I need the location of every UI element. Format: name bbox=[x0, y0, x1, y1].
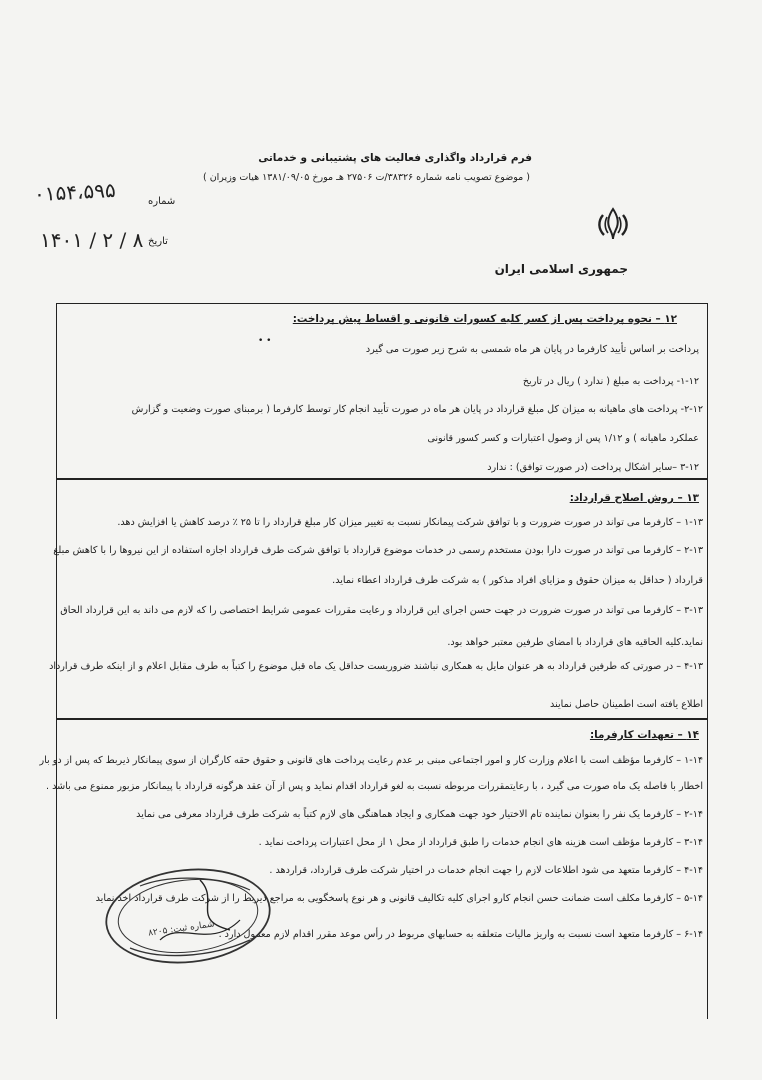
section-12-line: ۳-۱۲ –سایر اشکال پرداخت (در صورت توافق) : ندارد bbox=[487, 462, 699, 473]
section-13-line: ۱-۱۳ – کارفرما می تواند در صورت ضرورت و با توافق شرکت پیمانکار نسبت به تغییر میزان کار مبلغ قرارداد را تا ۲۵ ٪ درصد کاهش یا افزایش دهد. bbox=[117, 517, 703, 528]
section-12-line: پرداخت بر اساس تأیید کارفرما در پایان هر ماه شمسی به شرح زیر صورت می گیرد bbox=[365, 344, 699, 355]
section-13-line: اطلاع یافته است اطمینان حاصل نمایند bbox=[550, 699, 703, 710]
resolution-reference: ( موضوع تصویب نامه شماره ۳۸۳۲۶/ت ۲۷۵۰۶ هـ مورخ ۱۳۸۱/۰۹/۰۵ هیات وزیران ) bbox=[202, 172, 530, 183]
section-13-line: ۳-۱۳ – کارفرما می تواند در صورت ضرورت در جهت حسن اجرای این قرارداد و رعایت مقررات عمومی شرایط اختصاصی را که لازم می داند به این قرارداد الحاق bbox=[60, 605, 703, 616]
section-12-line: ۲-۱۲- پرداخت های ماهیانه به میزان کل مبلغ قرارداد در پایان هر ماه در صورت تأیید انجام کار توسط کارفرما ( برمبنای صورت وضعیت و گزارش bbox=[131, 404, 703, 415]
company-stamp-icon bbox=[100, 860, 280, 972]
section-14-line: ۴-۱۴ – کارفرما متعهد می شود اطلاعات لازم را جهت انجام خدمات در اختیار شرکت طرف قرارداد، قراردهد . bbox=[269, 865, 703, 876]
number-label: شماره bbox=[148, 196, 176, 207]
section-14-line: ۶-۱۴ – کارفرما متعهد است نسبت به واریز مالیات متعلقه به حسابهای مربوط در رأس موعد مقرر اقدام لازم معمول دارد . bbox=[218, 929, 703, 940]
handwritten-number: ۰۱۵۴،۵۹۵ bbox=[33, 177, 117, 207]
section-14-line: ۲-۱۴ – کارفرما یک نفر را بعنوان نماینده تام الاختیار خود جهت همکاری و ایجاد هماهنگی های لازم کتباً به شرکت طرف قرارداد معرفی می نماید bbox=[136, 809, 703, 820]
section-14-line: ۳-۱۴ – کارفرما مؤظف است هزینه های انجام خدمات را طبق قرارداد از محل ۱ از محل اعتبارات پرداخت نماید . bbox=[258, 837, 703, 848]
marginal-dots: • • bbox=[258, 336, 272, 346]
section-13-line: ۴-۱۳ – در صورتی که طرفین قرارداد به هر عنوان مایل به همکاری نباشند ضروریست حداقل یک ماه قبل موضوع را کتباً به طرف مقابل اعلام و از اینکه طرف قرارداد bbox=[49, 661, 703, 672]
stamp-registration-text: شماره ثبت: ۸۲۰۵ bbox=[147, 919, 216, 939]
section-12-line: ۱-۱۲- پرداخت به مبلغ ( ندارد ) ریال در تاریخ bbox=[522, 376, 699, 387]
section-12-line: عملکرد ماهیانه ) و ۱/۱۲ پس از وصول اعتبارات و کسر کسور قانونی bbox=[427, 433, 699, 444]
section-14-line: ۱-۱۴ – کارفرما مؤظف است با اعلام وزارت کار و امور اجتماعی مبنی بر عدم رعایت پرداخت های قانونی و حقوق حقه کارگران از سوی پیمانکار ذیربط که پس از دو بار bbox=[39, 755, 703, 766]
section-13-box bbox=[49, 478, 708, 720]
national-emblem-icon bbox=[595, 207, 631, 241]
section-13-line: ۲-۱۳ – کارفرما می تواند در صورت دارا بودن مستخدم رسمی در خدمات موضوع قرارداد با توافق شرکت طرف قرارداد اجازه استفاده از این نیروها را با کاهش مبلغ bbox=[53, 545, 703, 556]
date-label: تاریخ bbox=[148, 236, 168, 247]
section-14-line: اخطار با فاصله یک ماه صورت می گیرد ، با رعایتمقررات مربوطه نسبت به لغو قرارداد اقدام نماید و پس از آن عقد هرگونه قرارداد با پیمانکار مزبور ممنوع می باشد . bbox=[46, 781, 703, 792]
form-title: فرم قرارداد واگذاری فعالیت های پشتیبانی و خدماتی bbox=[258, 152, 532, 164]
section-12-box bbox=[56, 303, 708, 480]
section-14-heading: ۱۴ – تعهدات کارفرما: bbox=[589, 729, 699, 741]
section-13-line: قرارداد ( حداقل به میزان حقوق و مزایای افراد مذکور ) به شرکت طرف قرارداد اعطاء نماید. bbox=[332, 575, 703, 586]
section-13-heading: ۱۳ – روش اصلاح قرارداد: bbox=[569, 492, 699, 504]
country-name: جمهوری اسلامی ایران bbox=[494, 262, 628, 276]
handwritten-date: ۱۴۰۱ / ۲ / ۸ bbox=[40, 228, 144, 252]
section-12-heading: ۱۲ – نحوه پرداخت پس از کسر کلیه کسورات قانونی و اقساط پیش پرداخت: bbox=[292, 313, 677, 325]
section-13-line: نماید.کلیه الحاقیه های قرارداد با امضای طرفین معتبر خواهد بود. bbox=[447, 637, 703, 648]
section-14-line: ۵-۱۴ – کارفرما مکلف است ضمانت حسن انجام کارو اجرای کلیه تکالیف قانونی و هر نوع پاسخگویی به مراجع ذیربط را از شرکت طرف قرارداد اخذ نماید bbox=[95, 893, 703, 904]
